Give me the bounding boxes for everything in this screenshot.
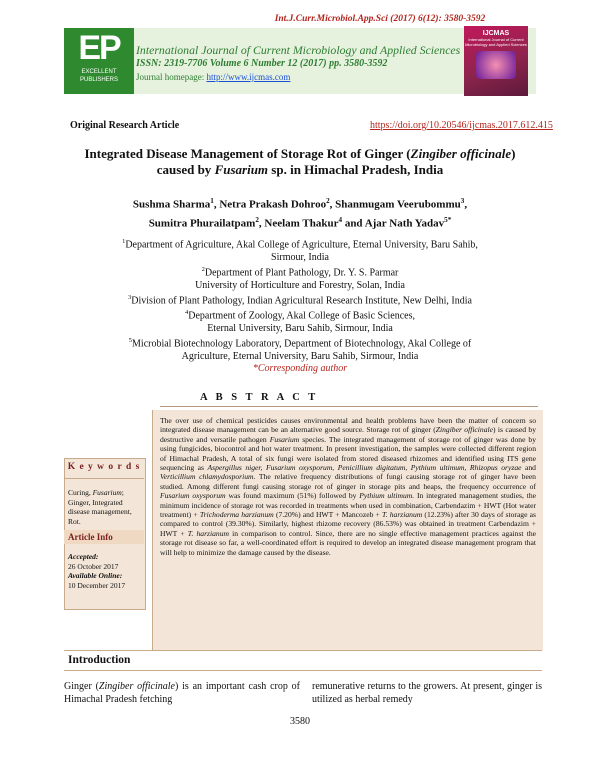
page-number: 3580 [290, 716, 310, 727]
online-date: 10 December 2017 [68, 580, 126, 590]
online-label: Available Online: [68, 571, 123, 580]
abstract-divider [160, 406, 538, 407]
issn-line: ISSN: 2319-7706 Volume 6 Number 12 (2017) pp. 3580-3592 [136, 58, 388, 69]
author: Sushma Sharma [132, 198, 211, 211]
author: Netra Prakash Dohroo [219, 198, 327, 211]
journal-cover [464, 26, 528, 96]
logo-line2: PUBLISHERS [79, 77, 118, 83]
article-type: Original Research Article [70, 120, 180, 131]
affiliation-5: $^5$Microbial Biotechnology Laboratory, Department of Biotechnology, Akal College of [128, 337, 472, 350]
publisher-logo [64, 28, 134, 94]
affiliation-1: $^1$Department of Agriculture, Akal College of Agriculture, Eternal University, Baru Sahib, [122, 238, 478, 251]
keywords-heading: K e y w o r d s [67, 462, 141, 472]
abstract-text: The over use of chemical pesticides causes environmental and health problems have been the matter of concern so integrated disease management can be an alternative good source. Storage rot of ginger (Zingiber officinale) is caused by destructive and versatile pathogen Fusarium species. The integrated management of storage rot of ginger was done by using fungicides, biocontrol and hot water treatment. In present investigation, the samples were collected different region of Himachal Pradesh, A total of six fungi were isolated from stored diseased rhizomes and identified using ITS gene sequencing as Aspergillus niger, Fusarium oxysporum, Penicillium digitatum, Pythium ultimum, Rhizopus oryzae and Verticillium chlamydosporium. The relative frequency distributions of fungi causing storage rot of ginger have been studied. Among different fungi causing storage rot of ginger in storage pits and heaps, the frequency occurrence of Fusarium oxysporum was found maximum (51%) followed by Pythium ultimum. In integrated management studies, the minimum incidence of storage rot was recorded in treatments when used in combination, Carbendazim + HWT (Hot water treatment) + Trichoderma harzianum (7.20%) and HWT + Mancozeb + T. harzianum (12.23%) after 30 days of storage as compared to control (39.30%). Similarly, highest rhizome recovery (86.53%) was obtained in treatment Carbendazim + HWT + T. harzianum in comparison to control. Since, there are no single effective management practices against the storage rot disease so far, a well-coordinated effort is required to develop an integrated disease management program that will help to minimize the damage caused by the disease. [160, 416, 536, 557]
author: Shanmugam Veerubommu [335, 198, 461, 211]
author-list: Sushma Sharma$^1$, Netra Prakash Dohroo$^2$, Shanmugam Veerubommu$^3$, Sumitra Phurailatpam$^2$, Neelam Thakur$^4$ and Ajar Nath Yadav$^{5*}$ [132, 197, 468, 230]
author: Neelam Thakur [264, 217, 339, 230]
introduction-heading: Introduction [68, 654, 131, 666]
journal-homepage [136, 72, 290, 82]
corresponding-author: *Corresponding author [252, 363, 348, 375]
article-info-heading: Article Info [64, 530, 144, 544]
intro-column-2: remunerative returns to the growers. At present, ginger is utilized as herbal remedy [312, 681, 542, 705]
intro-column-1: Ginger (Zingiber officinale) is an important cash crop of Himachal Pradesh fetching [64, 681, 301, 705]
cover-image [476, 51, 516, 79]
abstract-heading: A B S T R A C T [200, 392, 319, 403]
author: Ajar Nath Yadav [364, 217, 445, 230]
journal-reference: Int.J.Curr.Microbiol.App.Sci (2017) 6(12): 3580-3592 [274, 14, 486, 24]
cover-subtitle: International Journal of Current Microbiology and Applied Sciences [465, 37, 527, 47]
accepted-date: 26 October 2017 [68, 561, 119, 571]
affiliation-2: $^2$Department of Plant Pathology, Dr. Y. S. Parmar [201, 265, 399, 279]
affiliation-4: $^4$Department of Zoology, Akal College of Basic Sciences, [184, 309, 416, 322]
keywords-text: Curing, Fusarium; Ginger, Integrated disease management, Rot. [68, 488, 132, 526]
doi-link[interactable]: https://doi.org/10.20546/ijcmas.2017.612.415 [370, 120, 553, 131]
keywords-divider [64, 478, 144, 479]
paper-title: Integrated Disease Management of Storage Rot of Ginger (Zingiber officinale) caused by Fusarium sp. in Himachal Pradesh, India [84, 146, 516, 177]
journal-name: International Journal of Current Microbiology and Applied Sciences [136, 43, 461, 57]
article-info-dates [68, 552, 144, 590]
logo-line1: EXCELLENT [81, 69, 117, 75]
intro-top-rule [64, 650, 542, 651]
logo-letters: EP [78, 29, 120, 67]
intro-bottom-rule [64, 670, 542, 671]
author: Sumitra Phurailatpam [148, 217, 256, 230]
affiliation-3: $^3$Division of Plant Pathology, Indian Agricultural Research Institute, New Delhi, India [128, 293, 472, 307]
affiliations: $^1$Department of Agriculture, Akal College of Agriculture, Eternal University, Baru Sahib, Sirmour, India $^2$Department of Plant Pathology, Dr. Y. S. Parmar University of Horticulture and Forestry, Solan, India $^3$Division of Plant Pathology, Indian Agricultural Research Institute, New Delhi, India $^4$Department of Zoology, Akal College of Basic Sciences, Eternal University, Baru Sahib, Sirmour, India $^5$Microbial Biotechnology Laboratory, Department of Biotechnology, Akal College of Agriculture, Eternal University, Baru Sahib, Sirmour, India *Corresponding author [40, 236, 560, 376]
homepage-link[interactable]: http://www.ijcmas.com [206, 72, 291, 82]
homepage-label: Journal homepage: [136, 72, 207, 82]
accepted-label: Accepted: [68, 552, 99, 561]
cover-title: IJCMAS [482, 30, 510, 37]
